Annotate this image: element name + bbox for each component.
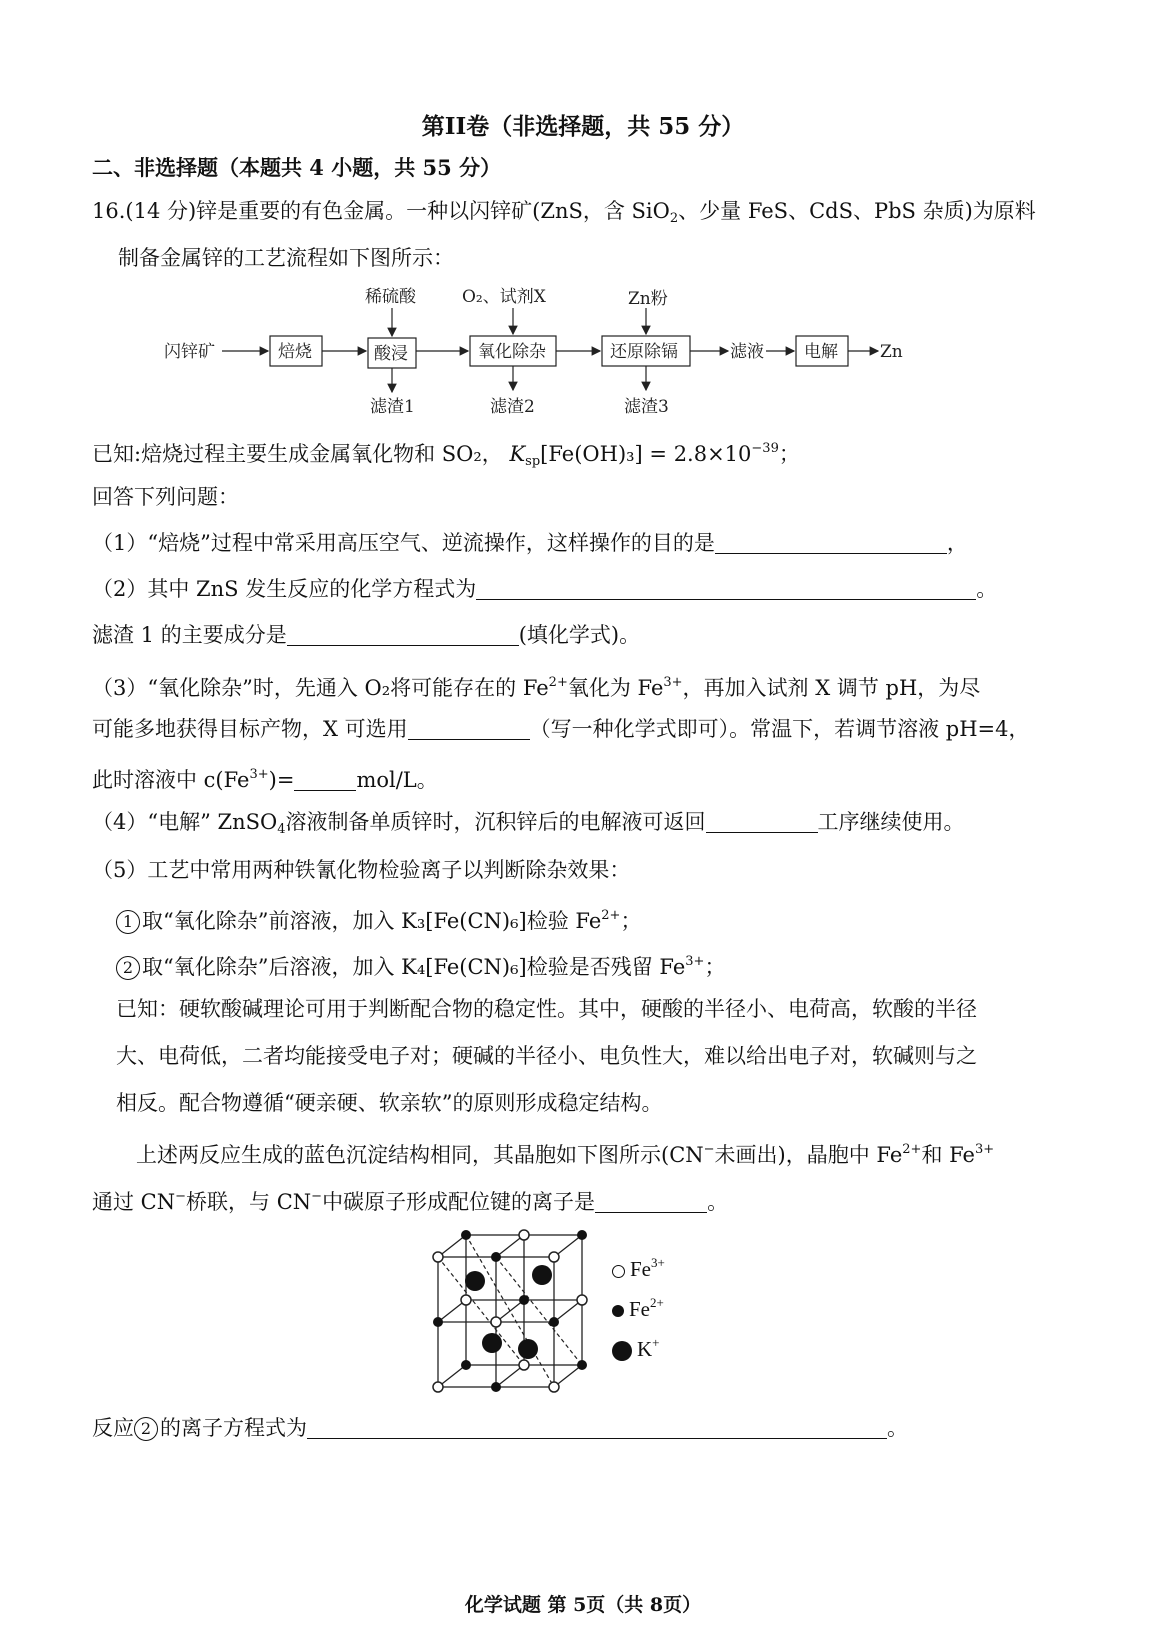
answer-prompt: 回答下列问题： <box>92 485 239 509</box>
crystal-legend <box>612 1255 702 1375</box>
answer-blank-3[interactable] <box>287 623 519 646</box>
circled-number-2: 2 <box>116 956 140 980</box>
sub-question-2: （2）其中 ZnS 发生反应的化学方程式为 。 <box>92 577 998 601</box>
legend-k: K+ <box>612 1335 660 1362</box>
flow-residue-2: 滤渣2 <box>490 397 535 417</box>
flow-product-label: Zn <box>880 342 903 362</box>
sub-question-1: （1）“焙烧”过程中常采用高压空气、逆流操作，这样操作的目的是 ， <box>92 531 968 555</box>
page-footer: 化学试题 第 5页（共 8页） <box>464 1594 702 1616</box>
flow-step-3-label: 氧化除杂 <box>478 342 546 362</box>
flow-input-2: O₂、试剂X <box>462 287 546 307</box>
fe3-marker-icon <box>612 1265 625 1278</box>
process-flow-diagram <box>160 284 940 424</box>
flow-input-1: 稀硫酸 <box>365 287 416 307</box>
k-marker-icon <box>612 1341 632 1361</box>
answer-blank-6[interactable] <box>706 810 818 833</box>
circled-number-1: 1 <box>116 910 140 934</box>
crystal-text-2: 通过 CN−桥联，与 CN−中碳原子形成配位键的离子是 。 <box>92 1189 729 1214</box>
hsab-text-2: 大、电荷低，二者均能接受电子对；硬碱的半径小、电负性大，难以给出电子对，软碱则与之 <box>116 1044 977 1068</box>
question-16-intro: 16.(14 分)锌是重要的有色金属。一种以闪锌矿(ZnS，含 SiO$_2$、少量 FeS、CdS、PbS 杂质)为原料 <box>92 199 1036 226</box>
legend-fe2: $Fe^{2+}$ <box>612 1295 664 1322</box>
flow-filtrate-label: 滤液 <box>730 342 764 362</box>
section-title: 第II卷（非选择题，共 55 分） <box>421 113 745 140</box>
sub-question-3-line-3: 此时溶液中 $c(Fe^{3+})= mol/L$。 <box>92 767 438 792</box>
sub-question-3-line-2: 可能多地获得目标产物，X 可选用 （写一种化学式即可）。常温下，若调节溶液 pH=4， <box>92 717 1030 741</box>
flow-start-label: 闪锌矿 <box>164 342 215 362</box>
sub-question-2b: 滤渣 1 的主要成分是 (填化学式)。 <box>92 623 641 647</box>
flow-residue-3: 滤渣3 <box>624 397 669 417</box>
fe2-marker-icon <box>612 1305 624 1317</box>
known-condition: 已知:焙烧过程主要生成金属氧化物和 SO₂， $K_{sp}[Fe(OH)_3] = 2.8\times 10^{-39}$； <box>92 441 800 469</box>
answer-blank-7[interactable] <box>595 1190 707 1213</box>
question-16-intro-2: 制备金属锌的工艺流程如下图所示： <box>118 246 454 270</box>
circled-number-2-ref: 2 <box>134 1417 158 1441</box>
sub-question-5-item-2: 2 取“氧化除杂”后溶液，加入 K₄[Fe(CN)₆]检验是否残留 $Fe^{3+}$； <box>116 947 725 982</box>
final-question: 反应 2 的离子方程式为 。 <box>92 1416 908 1440</box>
legend-fe3: $Fe^{3+}$ <box>612 1255 665 1282</box>
crystal-text-1: 上述两反应生成的蓝色沉淀结构相同，其晶胞如下图所示(CN−未画出)，晶胞中 $Fe^{2+}$和 $Fe^{3+}$ <box>136 1142 995 1167</box>
answer-blank-8[interactable] <box>307 1416 887 1439</box>
sub-question-4: （4）“电解” ZnSO$_4$溶液制备单质锌时，沉积锌后的电解液可返回 工序继续使用。 <box>92 810 965 837</box>
answer-blank-5[interactable] <box>294 768 356 791</box>
flow-step-2-label: 酸浸 <box>374 344 408 364</box>
sub-question-5-item-1: 1 取“氧化除杂”前溶液，加入 K₃[Fe(CN)₆]检验 $Fe^{2+}$； <box>116 901 641 936</box>
flow-residue-1: 滤渣1 <box>370 397 415 417</box>
flow-step-4-label: 还原除镉 <box>610 342 678 362</box>
flow-electrolysis-label: 电解 <box>804 342 838 362</box>
hsab-text-3: 相反。配合物遵循“硬亲硬、软亲软”的原则形成稳定结构。 <box>116 1091 663 1115</box>
part-heading: 二、非选择题（本题共 4 小题，共 55 分） <box>92 155 502 180</box>
flow-input-3: Zn粉 <box>628 289 668 309</box>
answer-blank-2[interactable] <box>476 577 976 600</box>
answer-blank-4[interactable] <box>408 717 530 740</box>
sub-question-3-line-1: （3）“氧化除杂”时，先通入 O₂将可能存在的 $Fe^{2+}$氧化为 $Fe^{3+}$，再加入试剂 X 调节 pH，为尽 <box>92 675 981 700</box>
flow-step-1-label: 焙烧 <box>278 342 312 362</box>
hsab-text-1: 已知：硬软酸碱理论可用于判断配合物的稳定性。其中，硬酸的半径小、电荷高，软酸的半径 <box>116 997 977 1021</box>
answer-blank-1[interactable] <box>715 531 947 554</box>
sub-question-5: （5）工艺中常用两种铁氰化物检验离子以判断除杂效果： <box>92 858 631 882</box>
